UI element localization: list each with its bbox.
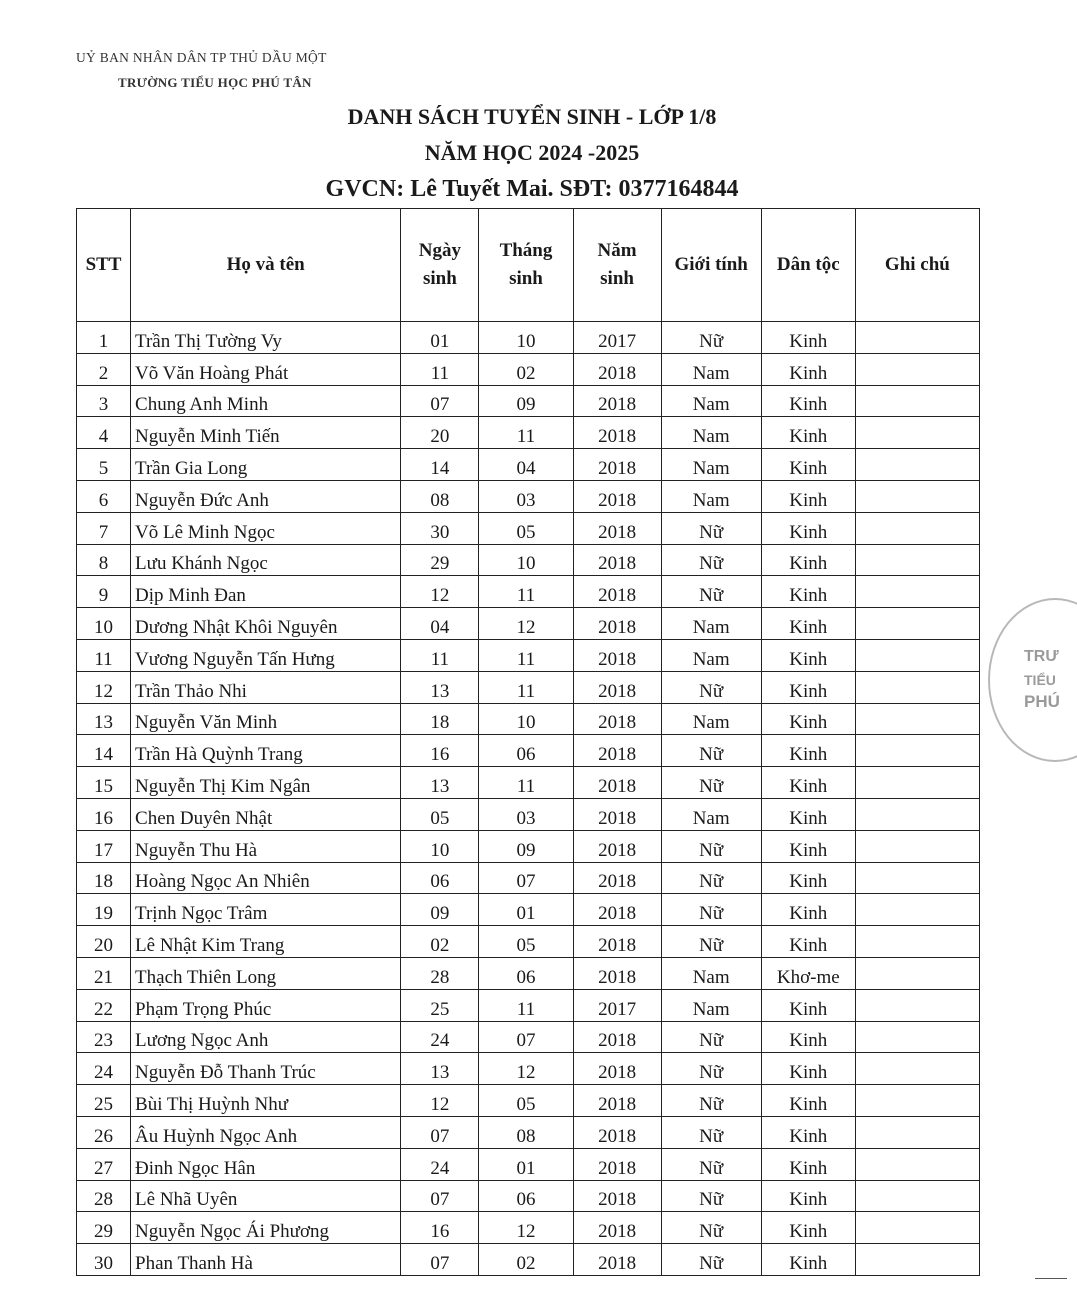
cell-year: 2018: [573, 735, 661, 767]
cell-gender: Nữ: [661, 767, 761, 799]
cell-name: Bùi Thị Huỳnh Như: [131, 1085, 401, 1117]
cell-ethnic: Kinh: [761, 1053, 855, 1085]
cell-year: 2018: [573, 1180, 661, 1212]
cell-stt: 22: [77, 989, 131, 1021]
cell-stt: 12: [77, 671, 131, 703]
cell-stt: 19: [77, 894, 131, 926]
table-row: [77, 735, 980, 767]
cell-year: 2018: [573, 1053, 661, 1085]
cell-note: [855, 671, 979, 703]
cell-gender: Nữ: [661, 1116, 761, 1148]
cell-stt: 20: [77, 926, 131, 958]
cell-stt: 14: [77, 735, 131, 767]
cell-stt: 9: [77, 576, 131, 608]
cell-year: 2018: [573, 480, 661, 512]
table-row: [77, 353, 980, 385]
header-day-line1: Ngày: [418, 240, 461, 261]
cell-day: 11: [401, 353, 479, 385]
table-row: [77, 1116, 980, 1148]
cell-month: 11: [479, 671, 573, 703]
cell-month: 03: [479, 480, 573, 512]
table-row: [77, 512, 980, 544]
cell-stt: 23: [77, 1021, 131, 1053]
cell-ethnic: Kinh: [761, 926, 855, 958]
cell-gender: Nam: [661, 957, 761, 989]
header-year-line1: Năm: [597, 240, 637, 261]
cell-month: 11: [479, 639, 573, 671]
table-row: [77, 989, 980, 1021]
cell-name: Nguyễn Thu Hà: [131, 830, 401, 862]
table-row: [77, 1085, 980, 1117]
cell-month: 12: [479, 1053, 573, 1085]
cell-ethnic: Kinh: [761, 1244, 855, 1276]
cell-stt: 1: [77, 322, 131, 354]
page-edge-mark: [1035, 1278, 1067, 1279]
cell-gender: Nữ: [661, 322, 761, 354]
seal-line3: PHÚ: [1024, 692, 1060, 711]
cell-note: [855, 449, 979, 481]
cell-day: 14: [401, 449, 479, 481]
cell-name: Võ Văn Hoàng Phát: [131, 353, 401, 385]
table-row: [77, 798, 980, 830]
cell-note: [855, 576, 979, 608]
table-row: [77, 703, 980, 735]
org-name: UỶ BAN NHÂN DÂN TP THỦ DẦU MỘT: [76, 50, 327, 65]
cell-month: 11: [479, 417, 573, 449]
cell-stt: 18: [77, 862, 131, 894]
cell-stt: 5: [77, 449, 131, 481]
cell-stt: 8: [77, 544, 131, 576]
cell-ethnic: Kinh: [761, 1085, 855, 1117]
cell-name: Trịnh Ngọc Trâm: [131, 894, 401, 926]
cell-year: 2018: [573, 894, 661, 926]
cell-ethnic: Kinh: [761, 544, 855, 576]
cell-day: 13: [401, 671, 479, 703]
cell-note: [855, 798, 979, 830]
cell-gender: Nữ: [661, 512, 761, 544]
cell-month: 10: [479, 322, 573, 354]
cell-month: 07: [479, 862, 573, 894]
cell-gender: Nam: [661, 639, 761, 671]
cell-gender: Nữ: [661, 830, 761, 862]
cell-day: 16: [401, 1212, 479, 1244]
cell-note: [855, 1180, 979, 1212]
cell-ethnic: Kinh: [761, 830, 855, 862]
table-body: [77, 322, 980, 1276]
cell-name: Đinh Ngọc Hân: [131, 1148, 401, 1180]
table-row: [77, 417, 980, 449]
cell-stt: 28: [77, 1180, 131, 1212]
table-row: [77, 830, 980, 862]
cell-name: Nguyễn Văn Minh: [131, 703, 401, 735]
cell-ethnic: Kinh: [761, 894, 855, 926]
cell-gender: Nam: [661, 385, 761, 417]
cell-day: 12: [401, 1085, 479, 1117]
cell-month: 12: [479, 1212, 573, 1244]
cell-day: 16: [401, 735, 479, 767]
cell-name: Vương Nguyễn Tấn Hưng: [131, 639, 401, 671]
cell-month: 12: [479, 608, 573, 640]
cell-day: 07: [401, 1244, 479, 1276]
document-title: DANH SÁCH TUYỂN SINH - LỚP 1/8: [347, 104, 717, 129]
cell-day: 12: [401, 576, 479, 608]
cell-gender: Nữ: [661, 1244, 761, 1276]
cell-month: 04: [479, 449, 573, 481]
cell-ethnic: Kinh: [761, 703, 855, 735]
cell-stt: 30: [77, 1244, 131, 1276]
cell-day: 20: [401, 417, 479, 449]
cell-name: Âu Huỳnh Ngọc Anh: [131, 1116, 401, 1148]
cell-year: 2018: [573, 417, 661, 449]
cell-stt: 17: [77, 830, 131, 862]
cell-name: Hoàng Ngọc An Nhiên: [131, 862, 401, 894]
table-row: [77, 1021, 980, 1053]
cell-stt: 3: [77, 385, 131, 417]
cell-stt: 16: [77, 798, 131, 830]
cell-year: 2018: [573, 703, 661, 735]
header-gender: Giới tính: [661, 209, 761, 322]
cell-ethnic: Kinh: [761, 1148, 855, 1180]
cell-year: 2018: [573, 385, 661, 417]
cell-note: [855, 480, 979, 512]
table-row: [77, 480, 980, 512]
cell-ethnic: Kinh: [761, 1180, 855, 1212]
cell-month: 07: [479, 1021, 573, 1053]
school-seal: [988, 598, 1077, 762]
cell-year: 2018: [573, 608, 661, 640]
cell-name: Nguyễn Ngọc Ái Phương: [131, 1212, 401, 1244]
cell-month: 09: [479, 830, 573, 862]
cell-day: 13: [401, 767, 479, 799]
cell-day: 05: [401, 798, 479, 830]
cell-note: [855, 608, 979, 640]
header-month-line1: Tháng: [499, 240, 553, 261]
cell-name: Nguyễn Đức Anh: [131, 480, 401, 512]
cell-month: 06: [479, 957, 573, 989]
cell-day: 13: [401, 1053, 479, 1085]
table-row: [77, 767, 980, 799]
cell-ethnic: Kinh: [761, 798, 855, 830]
header-year: [573, 209, 661, 322]
cell-month: 11: [479, 576, 573, 608]
cell-ethnic: Kinh: [761, 639, 855, 671]
cell-year: 2018: [573, 798, 661, 830]
cell-stt: 11: [77, 639, 131, 671]
cell-note: [855, 1053, 979, 1085]
table-header-row: [77, 209, 980, 322]
cell-gender: Nữ: [661, 735, 761, 767]
cell-year: 2018: [573, 1212, 661, 1244]
cell-ethnic: Kinh: [761, 449, 855, 481]
cell-stt: 13: [77, 703, 131, 735]
cell-year: 2017: [573, 322, 661, 354]
cell-day: 29: [401, 544, 479, 576]
cell-name: Trần Gia Long: [131, 449, 401, 481]
cell-day: 28: [401, 957, 479, 989]
header-day-line2: sinh: [422, 268, 457, 289]
cell-gender: Nữ: [661, 1085, 761, 1117]
cell-ethnic: Kinh: [761, 735, 855, 767]
cell-month: 06: [479, 1180, 573, 1212]
cell-gender: Nữ: [661, 544, 761, 576]
header-day: [401, 209, 479, 322]
cell-ethnic: Kinh: [761, 576, 855, 608]
cell-year: 2018: [573, 957, 661, 989]
cell-note: [855, 1212, 979, 1244]
cell-gender: Nam: [661, 353, 761, 385]
cell-year: 2018: [573, 1116, 661, 1148]
cell-month: 02: [479, 1244, 573, 1276]
cell-day: 30: [401, 512, 479, 544]
cell-day: 25: [401, 989, 479, 1021]
cell-note: [855, 639, 979, 671]
cell-stt: 21: [77, 957, 131, 989]
header-ethnic: Dân tộc: [761, 209, 855, 322]
cell-note: [855, 1085, 979, 1117]
cell-gender: Nam: [661, 798, 761, 830]
cell-name: Thạch Thiên Long: [131, 957, 401, 989]
cell-day: 07: [401, 1116, 479, 1148]
cell-name: Phan Thanh Hà: [131, 1244, 401, 1276]
cell-note: [855, 417, 979, 449]
cell-gender: Nam: [661, 703, 761, 735]
header-year-line2: sinh: [600, 268, 634, 289]
cell-note: [855, 767, 979, 799]
cell-day: 06: [401, 862, 479, 894]
header-name: Họ và tên: [131, 209, 401, 322]
cell-gender: Nữ: [661, 1180, 761, 1212]
cell-note: [855, 926, 979, 958]
cell-note: [855, 830, 979, 862]
cell-note: [855, 385, 979, 417]
cell-note: [855, 735, 979, 767]
cell-day: 24: [401, 1148, 479, 1180]
cell-note: [855, 1021, 979, 1053]
cell-stt: 26: [77, 1116, 131, 1148]
header-month-line2: sinh: [509, 268, 543, 289]
cell-gender: Nữ: [661, 862, 761, 894]
cell-year: 2018: [573, 512, 661, 544]
cell-ethnic: Kinh: [761, 417, 855, 449]
cell-name: Chen Duyên Nhật: [131, 798, 401, 830]
cell-year: 2018: [573, 926, 661, 958]
cell-year: 2018: [573, 1244, 661, 1276]
cell-name: Trần Thị Tường Vy: [131, 322, 401, 354]
cell-month: 03: [479, 798, 573, 830]
cell-gender: Nam: [661, 989, 761, 1021]
seal-line2: TIỂU: [1024, 672, 1056, 688]
cell-ethnic: Kinh: [761, 353, 855, 385]
header-month: [479, 209, 573, 322]
cell-stt: 6: [77, 480, 131, 512]
header-note: Ghi chú: [855, 209, 979, 322]
cell-ethnic: Kinh: [761, 512, 855, 544]
cell-note: [855, 322, 979, 354]
cell-day: 10: [401, 830, 479, 862]
header-stt: STT: [77, 209, 131, 322]
cell-ethnic: Kinh: [761, 1116, 855, 1148]
cell-month: 02: [479, 353, 573, 385]
cell-year: 2018: [573, 1148, 661, 1180]
cell-ethnic: Kinh: [761, 989, 855, 1021]
cell-name: Phạm Trọng Phúc: [131, 989, 401, 1021]
table-row: [77, 385, 980, 417]
cell-month: 10: [479, 703, 573, 735]
cell-gender: Nam: [661, 449, 761, 481]
cell-ethnic: Kinh: [761, 322, 855, 354]
cell-gender: Nữ: [661, 1053, 761, 1085]
cell-name: Chung Anh Minh: [131, 385, 401, 417]
cell-ethnic: Kinh: [761, 608, 855, 640]
cell-gender: Nam: [661, 417, 761, 449]
cell-year: 2017: [573, 989, 661, 1021]
school-name: TRƯỜNG TIỂU HỌC PHÚ TÂN: [118, 75, 312, 90]
cell-name: Dịp Minh Đan: [131, 576, 401, 608]
cell-day: 08: [401, 480, 479, 512]
cell-gender: Nữ: [661, 671, 761, 703]
cell-month: 11: [479, 767, 573, 799]
cell-month: 11: [479, 989, 573, 1021]
teacher-info: GVCN: Lê Tuyết Mai. SĐT: 0377164844: [325, 176, 739, 202]
cell-ethnic: Khơ-me: [761, 957, 855, 989]
cell-name: Nguyễn Thị Kim Ngân: [131, 767, 401, 799]
cell-day: 04: [401, 608, 479, 640]
table-row: [77, 671, 980, 703]
cell-gender: Nam: [661, 480, 761, 512]
cell-gender: Nữ: [661, 894, 761, 926]
cell-stt: 10: [77, 608, 131, 640]
cell-stt: 24: [77, 1053, 131, 1085]
cell-note: [855, 1148, 979, 1180]
table-row: [77, 639, 980, 671]
cell-gender: Nữ: [661, 1148, 761, 1180]
cell-day: 01: [401, 322, 479, 354]
cell-ethnic: Kinh: [761, 385, 855, 417]
cell-note: [855, 703, 979, 735]
table-row: [77, 544, 980, 576]
cell-year: 2018: [573, 767, 661, 799]
cell-year: 2018: [573, 449, 661, 481]
cell-stt: 15: [77, 767, 131, 799]
cell-year: 2018: [573, 830, 661, 862]
cell-year: 2018: [573, 1021, 661, 1053]
cell-ethnic: Kinh: [761, 671, 855, 703]
cell-month: 05: [479, 512, 573, 544]
table-row: [77, 957, 980, 989]
cell-year: 2018: [573, 1085, 661, 1117]
cell-day: 18: [401, 703, 479, 735]
cell-month: 06: [479, 735, 573, 767]
cell-note: [855, 1244, 979, 1276]
seal-line1: TRƯ: [1024, 648, 1059, 665]
table-row: [77, 926, 980, 958]
cell-month: 01: [479, 1148, 573, 1180]
cell-ethnic: Kinh: [761, 767, 855, 799]
cell-name: Nguyễn Đỗ Thanh Trúc: [131, 1053, 401, 1085]
table-row: [77, 608, 980, 640]
table-row: [77, 1148, 980, 1180]
cell-day: 02: [401, 926, 479, 958]
table-row: [77, 1053, 980, 1085]
school-year: NĂM HỌC 2024 -2025: [424, 140, 640, 165]
cell-month: 10: [479, 544, 573, 576]
table-row: [77, 862, 980, 894]
cell-name: Trần Thảo Nhi: [131, 671, 401, 703]
cell-gender: Nữ: [661, 1212, 761, 1244]
table-row: [77, 449, 980, 481]
cell-stt: 7: [77, 512, 131, 544]
cell-day: 11: [401, 639, 479, 671]
cell-note: [855, 353, 979, 385]
cell-year: 2018: [573, 639, 661, 671]
cell-stt: 25: [77, 1085, 131, 1117]
cell-stt: 29: [77, 1212, 131, 1244]
cell-gender: Nữ: [661, 926, 761, 958]
cell-ethnic: Kinh: [761, 480, 855, 512]
cell-year: 2018: [573, 576, 661, 608]
cell-stt: 27: [77, 1148, 131, 1180]
cell-gender: Nữ: [661, 1021, 761, 1053]
cell-ethnic: Kinh: [761, 1021, 855, 1053]
cell-note: [855, 894, 979, 926]
table-row: [77, 1244, 980, 1276]
cell-name: Dương Nhật Khôi Nguyên: [131, 608, 401, 640]
enrollment-table: [76, 208, 980, 1276]
cell-name: Lê Nhật Kim Trang: [131, 926, 401, 958]
cell-month: 05: [479, 926, 573, 958]
cell-name: Lưu Khánh Ngọc: [131, 544, 401, 576]
cell-name: Trần Hà Quỳnh Trang: [131, 735, 401, 767]
cell-day: 09: [401, 894, 479, 926]
cell-day: 07: [401, 385, 479, 417]
cell-month: 01: [479, 894, 573, 926]
cell-year: 2018: [573, 862, 661, 894]
cell-day: 07: [401, 1180, 479, 1212]
cell-ethnic: Kinh: [761, 1212, 855, 1244]
cell-gender: Nam: [661, 608, 761, 640]
table-row: [77, 1180, 980, 1212]
table-row: [77, 894, 980, 926]
cell-month: 05: [479, 1085, 573, 1117]
table-row: [77, 322, 980, 354]
table-row: [77, 1212, 980, 1244]
cell-name: Võ Lê Minh Ngọc: [131, 512, 401, 544]
cell-ethnic: Kinh: [761, 862, 855, 894]
cell-note: [855, 544, 979, 576]
cell-name: Lê Nhã Uyên: [131, 1180, 401, 1212]
cell-note: [855, 512, 979, 544]
cell-month: 09: [479, 385, 573, 417]
cell-gender: Nữ: [661, 576, 761, 608]
cell-note: [855, 989, 979, 1021]
cell-name: Nguyễn Minh Tiến: [131, 417, 401, 449]
cell-day: 24: [401, 1021, 479, 1053]
cell-note: [855, 862, 979, 894]
cell-month: 08: [479, 1116, 573, 1148]
cell-stt: 2: [77, 353, 131, 385]
cell-stt: 4: [77, 417, 131, 449]
cell-year: 2018: [573, 544, 661, 576]
cell-year: 2018: [573, 671, 661, 703]
cell-year: 2018: [573, 353, 661, 385]
cell-name: Lương Ngọc Anh: [131, 1021, 401, 1053]
table-row: [77, 576, 980, 608]
cell-note: [855, 957, 979, 989]
cell-note: [855, 1116, 979, 1148]
